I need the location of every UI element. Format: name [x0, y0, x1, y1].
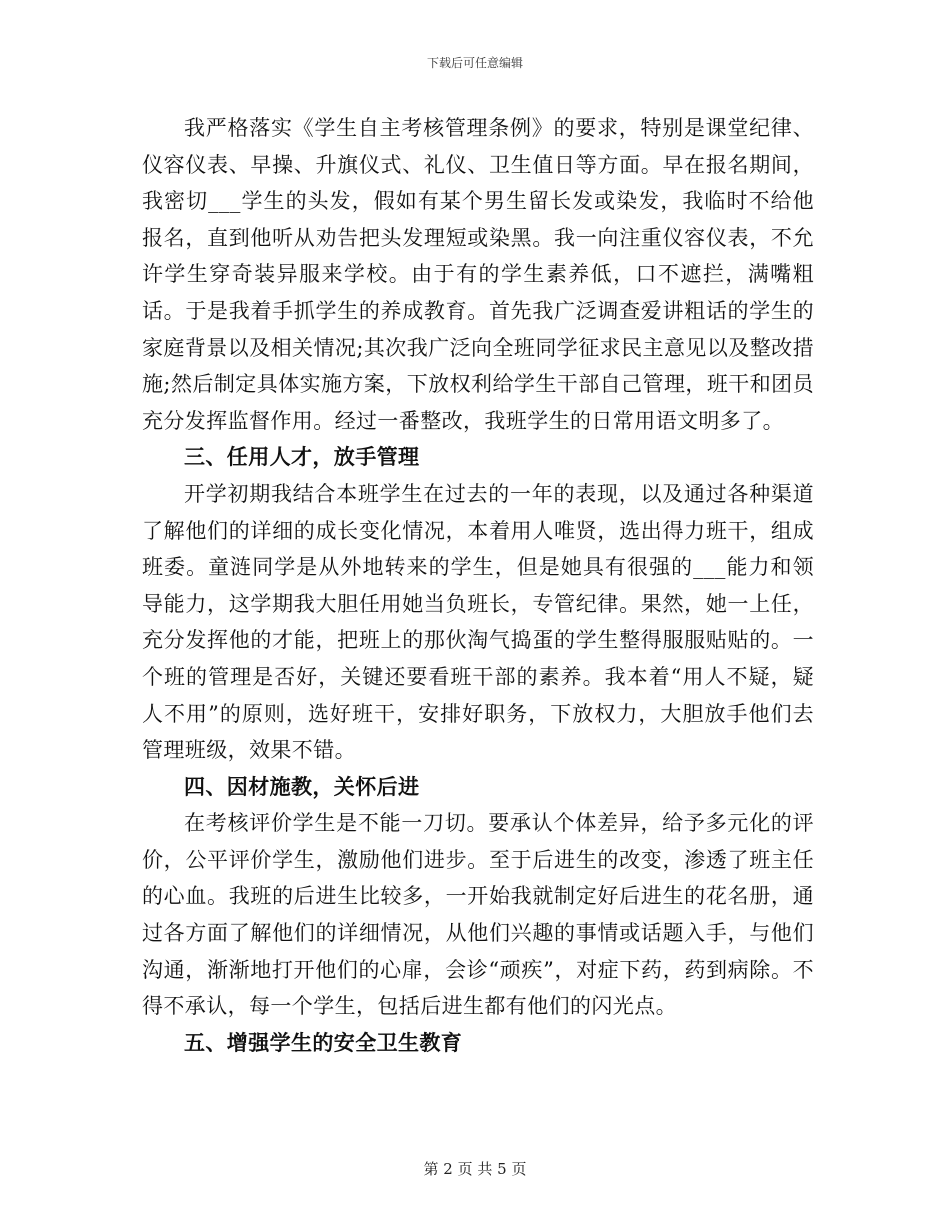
document-body [142, 110, 814, 1061]
page-header: 下载后可任意编辑 [426, 56, 523, 70]
paragraph-struggling-students: 在考核评价学生是不能一刀切。要承认个体差异，给予多元化的评价，公平评价学生，激励他们进步。至于后进生的改变，渗透了班主任的心血。我班的后进生比较多，一开始我就制定好后进生的花名册，通过各方面了解他们的详细情况，从他们兴趣的事情或话题入手，与他们沟通，渐渐地打开他们的心扉，会诊“顽疾”，对症下药，药到病除。不得不承认，每一个学生，包括后进生都有他们的闪光点。 [142, 811, 814, 1019]
paragraph-leadership: 开学初期我结合本班学生在过去的一年的表现，以及通过各种渠道了解他们的详细的成长变化情况，本着用人唯贤，选出得力班干，组成班委。童涟同学是从外地转来的学生，但是她具有很强的___能力和领导能力，这学期我大胆任用她当负班长，专管纪律。果然，她一上任，充分发挥他的才能，把班上的那伙淘气捣蛋的学生整得服服贴贴的。一个班的管理是否好，关键还要看班干部的素养。我本着“用人不疑，疑人不用”的原则，选好班干，安排好职务，下放权力，大胆放手他们去管理班级，效果不错。 [142, 481, 814, 763]
section-heading-4: 四、因材施教，关怀后进 [184, 773, 420, 799]
section-heading-5: 五、增强学生的安全卫生教育 [184, 1029, 463, 1055]
paragraph-discipline: 我严格落实《学生自主考核管理条例》的要求，特别是课堂纪律、仪容仪表、早操、升旗仪式、礼仪、卫生值日等方面。早在报名期间，我密切___学生的头发，假如有某个男生留长发或染发，我临时不给他报名，直到他听从劝告把头发理短或染黑。我一向注重仪容仪表，不允许学生穿奇装异服来学校。由于有的学生素养低，口不遮拦，满嘴粗话。于是我着手抓学生的养成教育。首先我广泛调查爱讲粗话的学生的家庭背景以及相关情况;其次我广泛向全班同学征求民主意见以及整改措施;然后制定具体实施方案，下放权利给学生干部自己管理，班干和团员充分发挥监督作用。经过一番整改，我班学生的日常用语文明多了。 [142, 116, 814, 433]
page-number: 第 2 页 共 5 页 [423, 1160, 527, 1178]
section-heading-3: 三、任用人才，放手管理 [184, 444, 420, 470]
